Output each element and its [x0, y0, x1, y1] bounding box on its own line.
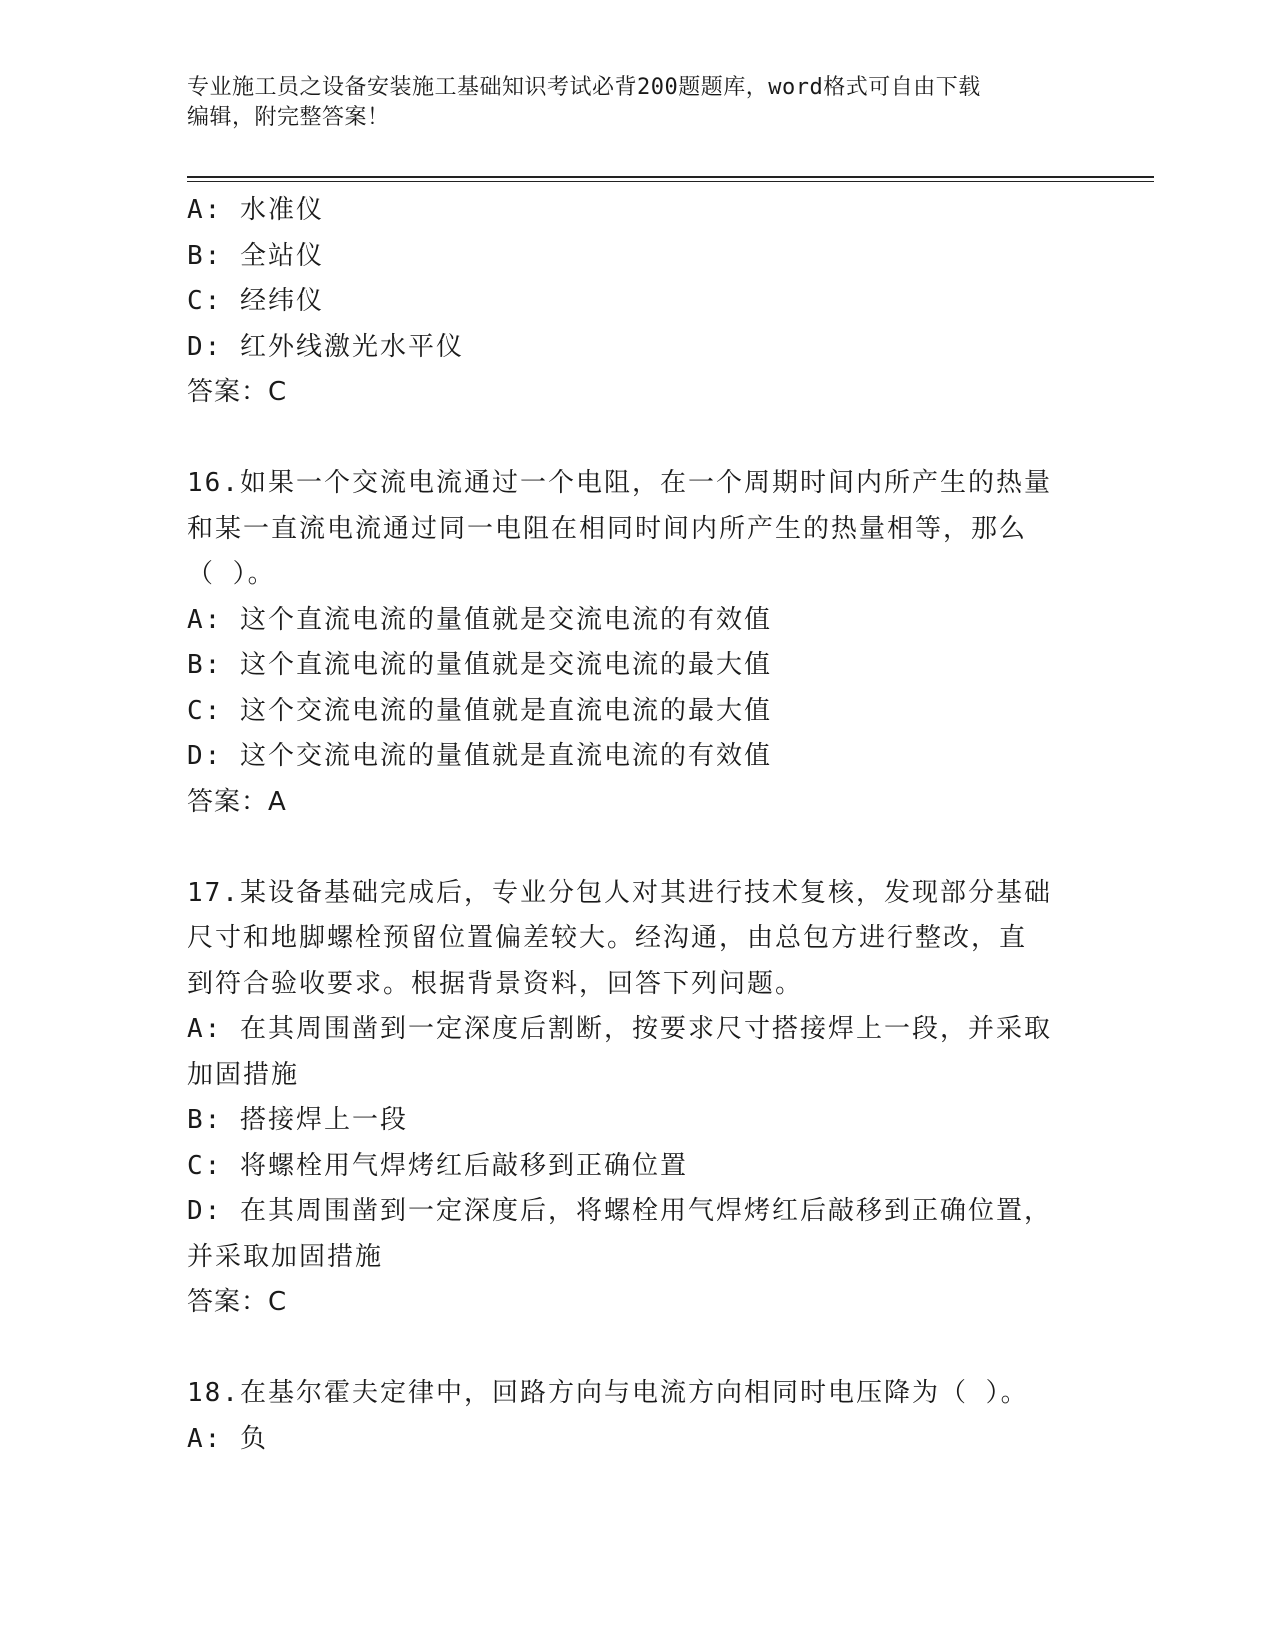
question-stem-line: 到符合验收要求。根据背景资料，回答下列问题。 [187, 968, 804, 999]
header-rule-thin [187, 181, 1154, 182]
document-header [187, 73, 1067, 133]
header-line-1: 专业施工员之设备安装施工基础知识考试必背200题题库，word格式可自由下载 [187, 75, 981, 100]
option-c: C: 经纬仪 [187, 286, 324, 316]
spacer [187, 416, 1077, 462]
answer: 答案：C [187, 1287, 288, 1317]
answer: 答案：A [187, 786, 287, 817]
option-d: D: 在其周围凿到一定深度后，将螺栓用气焊烤红后敲移到正确位置， [187, 1196, 1052, 1226]
question-18 [187, 1371, 1077, 1462]
spacer [187, 1326, 1077, 1372]
option-a-continued: 加固措施 [187, 1059, 300, 1090]
question-list [187, 188, 1077, 1462]
option-d-continued: 并采取加固措施 [187, 1241, 384, 1272]
option-d: D: 红外线激光水平仪 [187, 331, 464, 362]
question-stem-line: （ ）。 [187, 559, 276, 589]
question-stem-line: 17.某设备基础完成后，专业分包人对其进行技术复核，发现部分基础 [187, 877, 1052, 908]
option-d: D: 这个交流电流的量值就是直流电流的有效值 [187, 741, 772, 771]
question-stem-line: 16.如果一个交流电流通过一个电阻，在一个周期时间内所产生的热量 [187, 468, 1052, 498]
question-stem-line: 和某一直流电流通过同一电阻在相同时间内所产生的热量相等，那么 [187, 513, 1028, 544]
question-stem-line: 尺寸和地脚螺栓预留位置偏差较大。经沟通，由总包方进行整改，直 [187, 923, 1028, 953]
spacer [187, 825, 1077, 871]
option-a: A: 水准仪 [187, 195, 324, 225]
option-c: C: 这个交流电流的量值就是直流电流的最大值 [187, 695, 772, 726]
option-b: B: 全站仪 [187, 240, 324, 271]
header-rule-thick [187, 176, 1154, 178]
question-17 [187, 871, 1077, 1326]
question-stem-line: 18.在基尔霍夫定律中，回路方向与电流方向相同时电压降为（ ）。 [187, 1378, 1029, 1408]
header-line-2: 编辑，附完整答案！ [187, 105, 390, 130]
question-15 [187, 188, 1077, 416]
answer: 答案：C [187, 377, 288, 407]
option-a: A: 这个直流电流的量值就是交流电流的有效值 [187, 604, 772, 635]
question-16 [187, 461, 1077, 825]
option-c: C: 将螺栓用气焊烤红后敲移到正确位置 [187, 1150, 688, 1181]
option-a: A: 在其周围凿到一定深度后割断，按要求尺寸搭接焊上一段，并采取 [187, 1014, 1052, 1044]
option-b: B: 这个直流电流的量值就是交流电流的最大值 [187, 650, 772, 680]
option-b: B: 搭接焊上一段 [187, 1105, 408, 1135]
option-a: A: 负 [187, 1423, 268, 1454]
